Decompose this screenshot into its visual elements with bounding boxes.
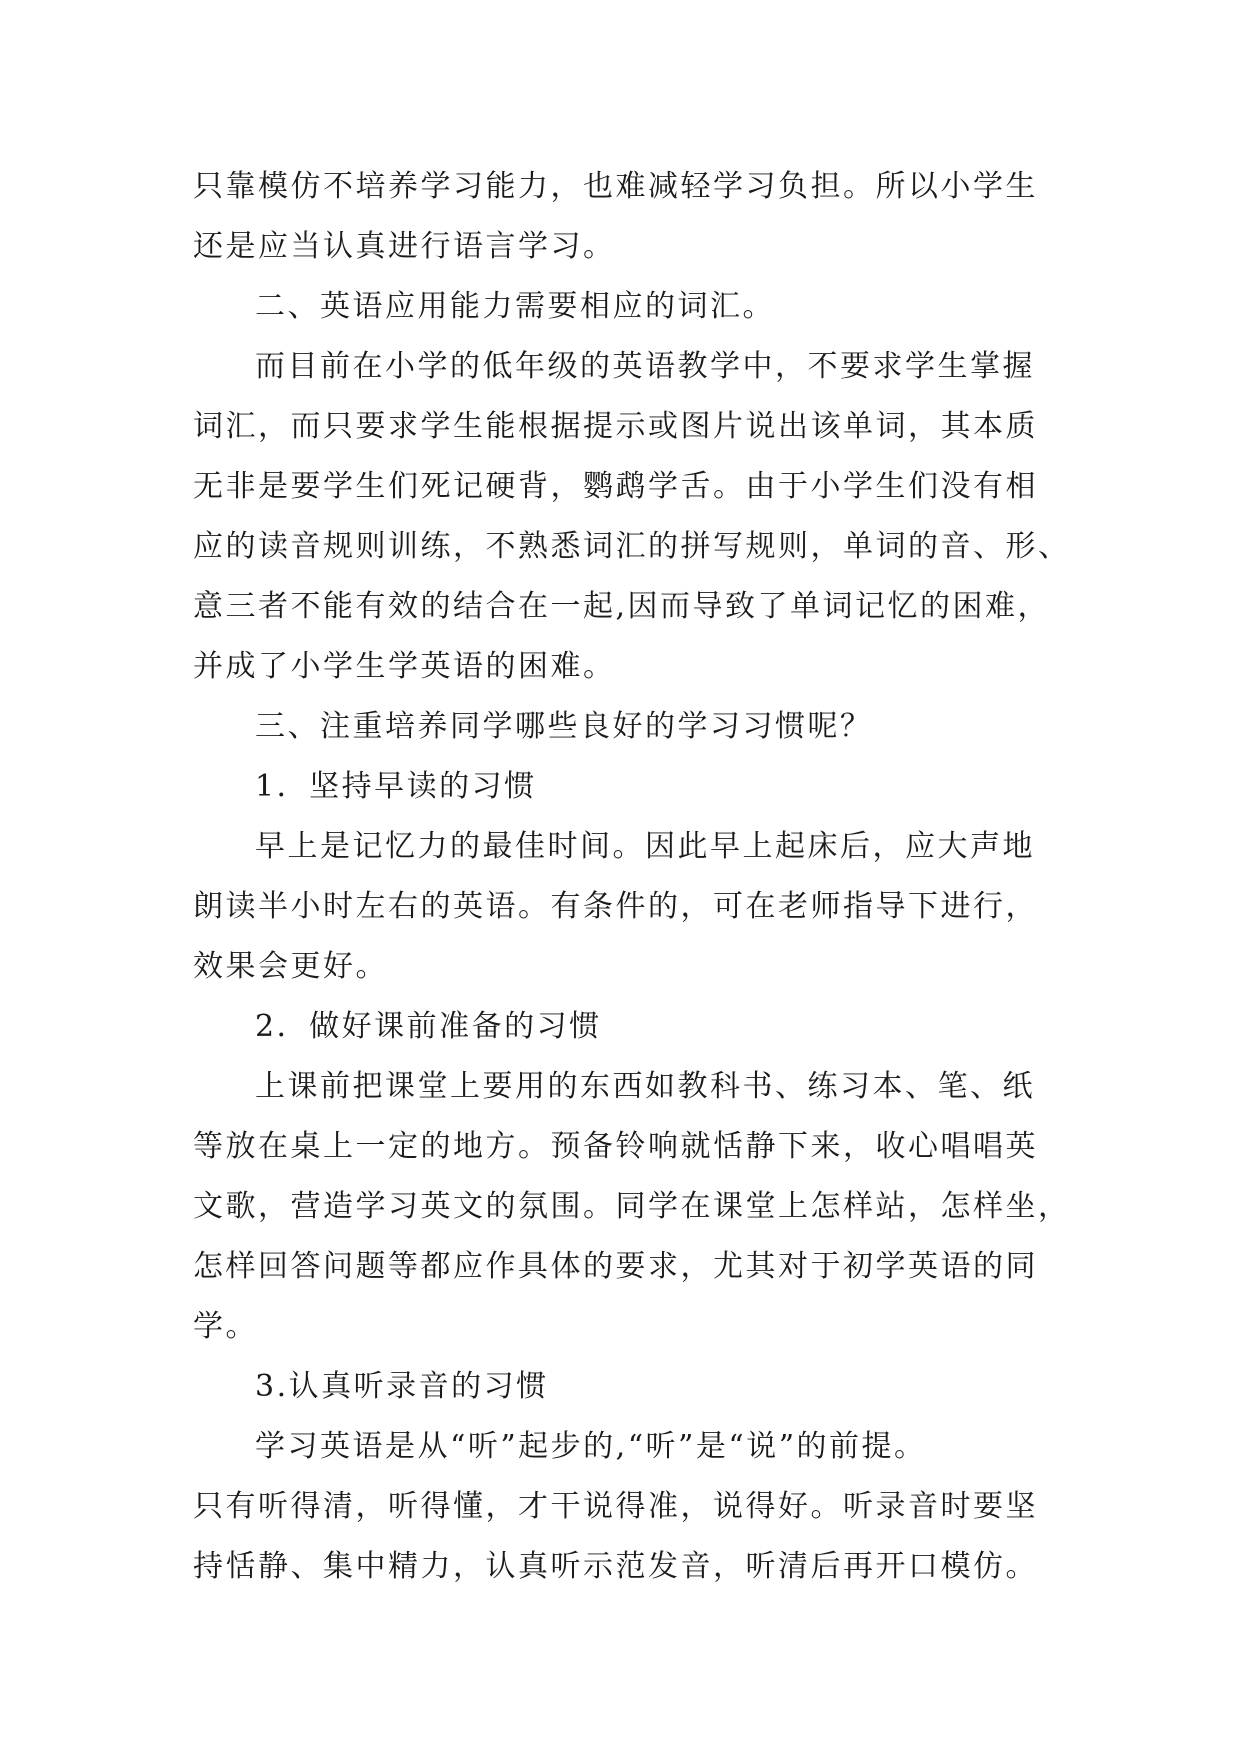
text-line: 效果会更好。 [193, 949, 388, 984]
text-line: 词汇，而只要求学生能根据提示或图片说出该单词，其本质 [193, 409, 1038, 444]
text-line: 怎样回答问题等都应作具体的要求，尤其对于初学英语的同 [193, 1249, 1038, 1284]
text-line: 持恬静、集中精力，认真听示范发音，听清后再开口模仿。 [193, 1549, 1038, 1584]
subsection-heading: 2．做好课前准备的习惯 [255, 1009, 602, 1044]
text-line: 只靠模仿不培养学习能力，也难减轻学习负担。所以小学生 [193, 169, 1038, 204]
text-line: 朗读半小时左右的英语。有条件的，可在老师指导下进行， [193, 889, 1038, 924]
text-line: 而目前在小学的低年级的英语教学中，不要求学生掌握 [255, 349, 1035, 384]
text-line: 还是应当认真进行语言学习。 [193, 229, 616, 264]
text-line: 等放在桌上一定的地方。预备铃响就恬静下来，收心唱唱英 [193, 1129, 1038, 1164]
subsection-heading: 3.认真听录音的习惯 [255, 1369, 549, 1404]
text-line: 应的读音规则训练，不熟悉词汇的拼写规则，单词的音、形、 [193, 529, 1071, 564]
subsection-heading: 1．坚持早读的习惯 [255, 769, 537, 804]
text-line: 无非是要学生们死记硬背，鹦鹉学舌。由于小学生们没有相 [193, 469, 1038, 504]
text-line: 学。 [193, 1309, 258, 1344]
section-heading: 三、注重培养同学哪些良好的学习习惯呢？ [255, 709, 873, 744]
text-line: 学习英语是从“听”起步的,“听”是“说”的前提。 [255, 1429, 927, 1464]
text-line: 文歌，营造学习英文的氛围。同学在课堂上怎样站，怎样坐， [193, 1189, 1071, 1224]
text-line: 只有听得清，听得懂，才干说得准，说得好。听录音时要坚 [193, 1489, 1038, 1524]
section-heading: 二、英语应用能力需要相应的词汇。 [255, 289, 775, 324]
document-body [193, 157, 1071, 1597]
text-line: 早上是记忆力的最佳时间。因此早上起床后，应大声地 [255, 829, 1035, 864]
text-line: 并成了小学生学英语的困难。 [193, 649, 616, 684]
text-line: 上课前把课堂上要用的东西如教科书、练习本、笔、纸 [255, 1069, 1035, 1104]
text-line: 意三者不能有效的结合在一起,因而导致了单词记忆的困难， [193, 589, 1051, 624]
